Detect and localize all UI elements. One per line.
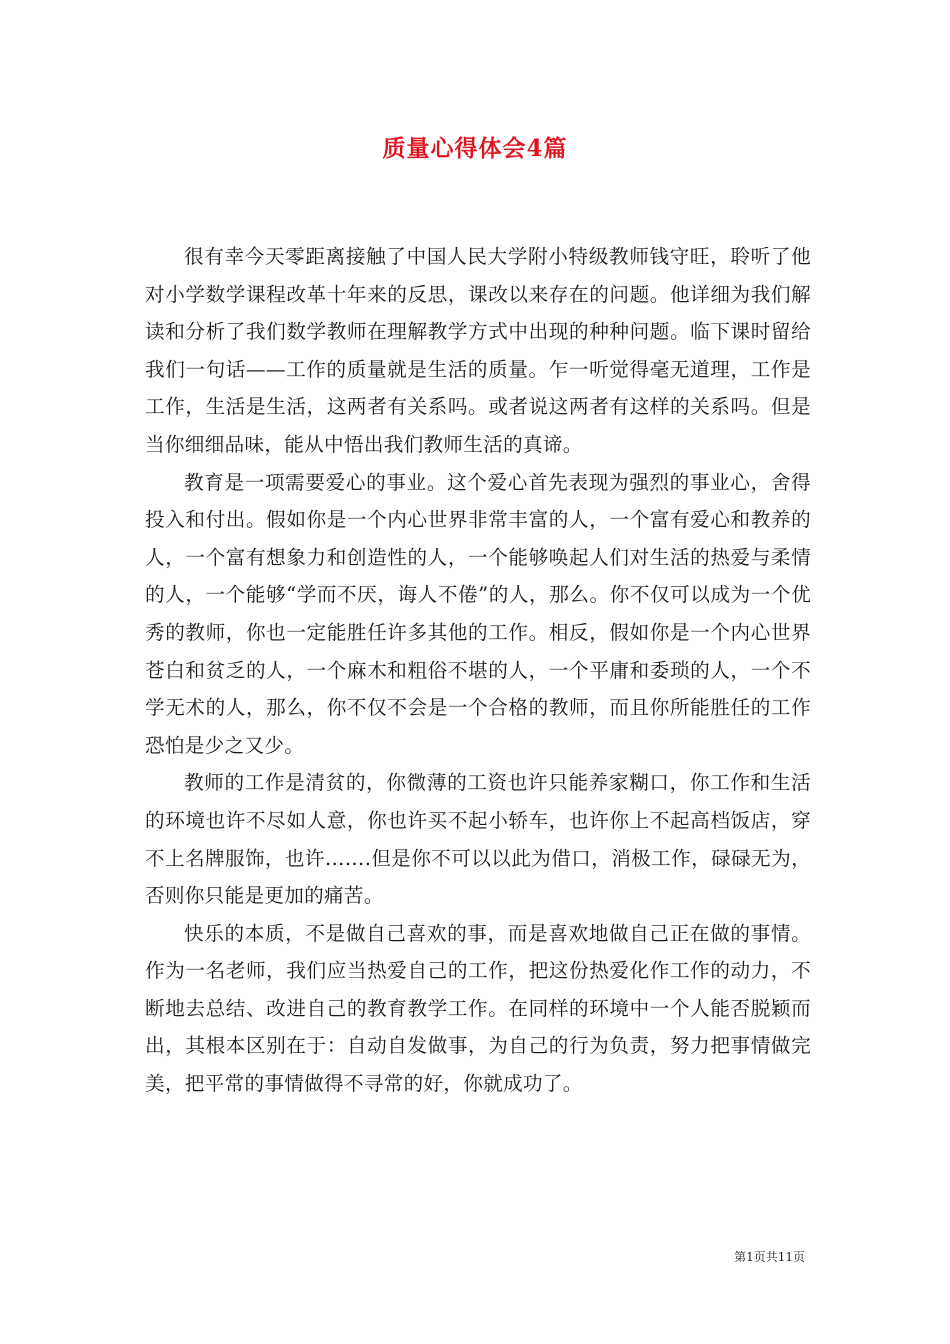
paragraph-4: 快乐的本质，不是做自己喜欢的事，而是喜欢地做自己正在做的事情。作为一名老师，我们应当热爱自己的工作，把这份热爱化作工作的动力，不断地去总结、改进自己的教育教学工作。在同样的环境中一个人能否脱颖而出，其根本区别在于：自动自发做事，为自己的行为负责，努力把事情做完美，把平常的事情做得不寻常的好，你就成功了。 — [145, 921, 811, 1096]
paragraph-2: 教育是一项需要爱心的事业。这个爱心首先表现为强烈的事业心，舍得投入和付出。假如你是一个内心世界非常丰富的人，一个富有爱心和教养的人，一个富有想象力和创造性的人，一个能够唤起人们对生活的热爱与柔情的人，一个能够“学而不厌，诲人不倦”的人，那么。你不仅可以成为一个优秀的教师，你也一定能胜任许多其他的工作。相反，假如你是一个内心世界苍白和贫乏的人，一个麻木和粗俗不堪的人，一个平庸和委琐的人，一个不学无术的人，那么，你不仅不会是一个合格的教师，而且你所能胜任的工作恐怕是少之又少。 — [145, 470, 811, 757]
document-body — [145, 238, 811, 1103]
paragraph-1: 很有幸今天零距离接触了中国人民大学附小特级教师钱守旺，聆听了他对小学数学课程改革十年来的反思，课改以来存在的问题。他详细为我们解读和分析了我们数学教师在理解教学方式中出现的种种问题。临下课时留给我们一句话——工作的质量就是生活的质量。乍一听觉得毫无道理，工作是工作，生活是生活，这两者有关系吗。或者说这两者有这样的关系吗。但是当你细细品味，能从中悟出我们教师生活的真谛。 — [145, 245, 811, 456]
page-title: 质量心得体会4篇 — [382, 135, 568, 162]
page-number-footer: 第1页共11页 — [734, 1250, 805, 1264]
paragraph-3: 教师的工作是清贫的，你微薄的工资也许只能养家糊口，你工作和生活的环境也许不尽如人意，你也许买不起小轿车，也许你上不起高档饭店，穿不上名牌服饰，也许…….但是你不可以以此为借口，消极工作，碌碌无为，否则你只能是更加的痛苦。 — [145, 771, 811, 908]
